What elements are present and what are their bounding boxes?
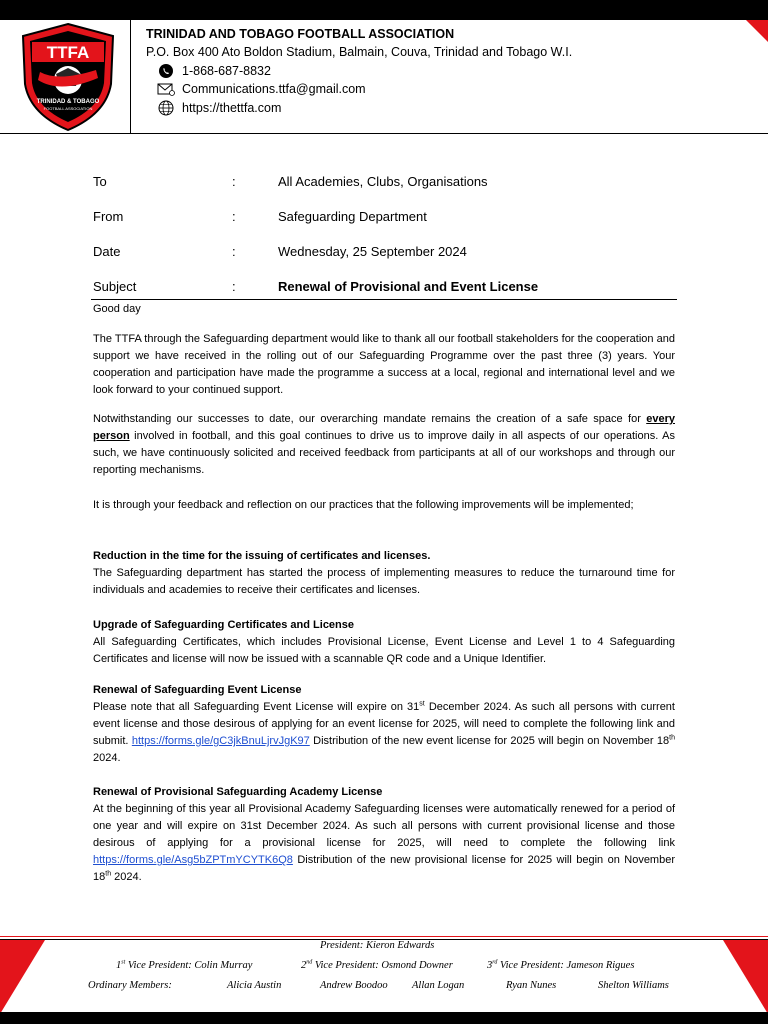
mandate-text-a: Notwithstanding our successes to date, our overarching mandate remains the creation of a safe space for <box>93 413 647 425</box>
org-address: P.O. Box 400 Ato Boldon Stadium, Balmain, Couva, Trinidad and Tobago W.I. <box>146 45 573 59</box>
logo-subtext: TRINIDAD & TOBAGO <box>36 99 100 105</box>
memo-colon: : <box>232 279 236 294</box>
ttfa-logo <box>18 22 118 132</box>
top-red-accent <box>746 20 768 42</box>
header-divider-vertical <box>130 20 131 133</box>
footer-vp2 <box>301 960 453 971</box>
phone-icon <box>156 63 176 79</box>
paragraph-thanks <box>93 331 675 399</box>
footer-red-line <box>0 936 768 937</box>
section-upgrade-text: All Safeguarding Certificates, which includes Provisional License, Event License and Level 1 to 4 Safeguarding Certificates and license will now be issued with a scannable QR code and a Unique Identifier. <box>93 636 675 665</box>
footer-red-accent-left <box>0 940 45 1014</box>
mandate-text-b: involved in football, and this goal continues to drive us to improve daily in all aspects of our operations. As such, we have continuously solicited and received feedback from participants at all of our workshops and through our reporting mechanisms. <box>93 430 675 476</box>
provisional-text-c: 2024. <box>111 871 142 883</box>
greeting: Good day <box>93 303 141 315</box>
event-text-b: December 2024. As such all persons with current event license and those desirous of applying for an event license for 2025, will need to complete the following link and submit. <box>93 701 675 747</box>
footer-member: Andrew Boodoo <box>320 980 388 991</box>
email-link[interactable]: Communications.ttfa@gmail.com <box>182 82 366 96</box>
section-upgrade <box>93 617 675 668</box>
event-text-d: 2024. <box>93 752 121 764</box>
vp1-sup: st <box>121 959 126 966</box>
memo-colon: : <box>232 209 236 224</box>
footer-black-bar <box>0 1012 768 1024</box>
provisional-form-link[interactable]: https://forms.gle/Asg5bZPTmYCYTK6Q8 <box>93 854 293 866</box>
vp3-number: 3 <box>487 960 493 971</box>
section-event-heading: Renewal of Safeguarding Event License <box>93 684 302 696</box>
section-reduction-heading: Reduction in the time for the issuing of certificates and licenses. <box>93 550 431 562</box>
contact-website <box>156 100 281 116</box>
org-name: TRINIDAD AND TOBAGO FOOTBALL ASSOCIATION <box>146 27 455 41</box>
section-reduction <box>93 548 675 599</box>
footer-member: Allan Logan <box>412 980 465 991</box>
vp2-sup: nd <box>306 959 313 966</box>
improvements-text: It is through your feedback and reflection on our practices that the following improvements will be implemented; <box>93 499 634 511</box>
vp3-sup: rd <box>492 959 498 966</box>
footer-member: Alicia Austin <box>227 980 282 991</box>
phone-number: 1-868-687-8832 <box>182 64 271 78</box>
section-provisional-heading: Renewal of Provisional Safeguarding Academy License <box>93 786 383 798</box>
memo-date-value: Wednesday, 25 September 2024 <box>278 244 467 259</box>
footer-red-accent-right <box>723 940 768 1014</box>
memo-subject-label: Subject <box>93 279 137 294</box>
memo-subject-value: Renewal of Provisional and Event License <box>278 279 539 294</box>
footer-vp1 <box>116 960 252 971</box>
footer-members-label: Ordinary Members: <box>88 980 172 991</box>
logo-subtext-2: FOOTBALL ASSOCIATION <box>43 106 93 111</box>
provisional-sup-th: th <box>105 870 112 878</box>
provisional-text-a: At the beginning of this year all Provisional Academy Safeguarding licenses were automatically renewed for a period of one year and will expire on 31st December 2024. As such all persons with current provisional license and those desirous of applying for a provisional license for 2025, will need to complete the following link <box>93 803 675 849</box>
paragraph-thanks-text: The TTFA through the Safeguarding department would like to thank all our football stakeholders for the cooperation and support we have received in the rolling out of our Safeguarding Programme over the past three (3) years. Your cooperation and participation have made the programme a success at a local, regional and international level and we look forward to your continued support. <box>93 333 675 396</box>
vp3-text: Vice President: Jameson Rigues <box>497 960 635 971</box>
section-reduction-text: The Safeguarding department has started the process of implementing measures to reduce the turnaround time for individuals and academies to receive their certificates and licenses. <box>93 567 675 596</box>
memo-colon: : <box>232 244 236 259</box>
footer-member: Shelton Williams <box>598 980 669 991</box>
footer-president: President: Kieron Edwards <box>320 940 435 951</box>
footer-vp3 <box>487 960 634 971</box>
memo-to-value: All Academies, Clubs, Organisations <box>278 174 488 189</box>
contact-phone <box>156 63 271 79</box>
memo-colon: : <box>232 174 236 189</box>
event-sup-st: st <box>419 700 425 708</box>
footer-member: Ryan Nunes <box>506 980 557 991</box>
every-person-emphasis: every person <box>93 413 675 442</box>
section-upgrade-heading: Upgrade of Safeguarding Certificates and License <box>93 619 355 631</box>
paragraph-mandate <box>93 411 675 479</box>
provisional-text-b: Distribution of the new provisional license for 2025 will begin on November 18 <box>93 854 675 883</box>
memo-date-label: Date <box>93 244 121 259</box>
top-black-bar <box>0 0 768 20</box>
paragraph-improvements <box>93 497 675 514</box>
contact-email <box>156 81 366 97</box>
vp1-text: Vice President: Colin Murray <box>125 960 253 971</box>
event-form-link[interactable]: https://forms.gle/gC3jkBnuLjrvJgK97 <box>131 735 310 747</box>
event-text-c: Distribution of the new event license for 2025 will begin on November 18 <box>309 735 670 747</box>
header-divider-horizontal <box>0 133 768 134</box>
logo-text: TTFA <box>46 43 90 62</box>
memo-divider <box>91 299 677 300</box>
memo-to-label: To <box>93 174 107 189</box>
globe-icon <box>156 100 176 116</box>
website-link[interactable]: https://thettfa.com <box>182 101 282 115</box>
vp1-number: 1 <box>116 960 122 971</box>
event-text-a: Please note that all Safeguarding Event License will expire on 31 <box>93 701 420 713</box>
vp2-text: Vice President: Osmond Downer <box>312 960 453 971</box>
section-provisional-license <box>93 784 675 886</box>
memo-from-value: Safeguarding Department <box>278 209 427 224</box>
vp2-number: 2 <box>301 960 307 971</box>
memo-from-label: From <box>93 209 124 224</box>
event-sup-th: th <box>669 734 675 742</box>
section-event-license <box>93 682 675 767</box>
email-icon <box>156 81 176 97</box>
